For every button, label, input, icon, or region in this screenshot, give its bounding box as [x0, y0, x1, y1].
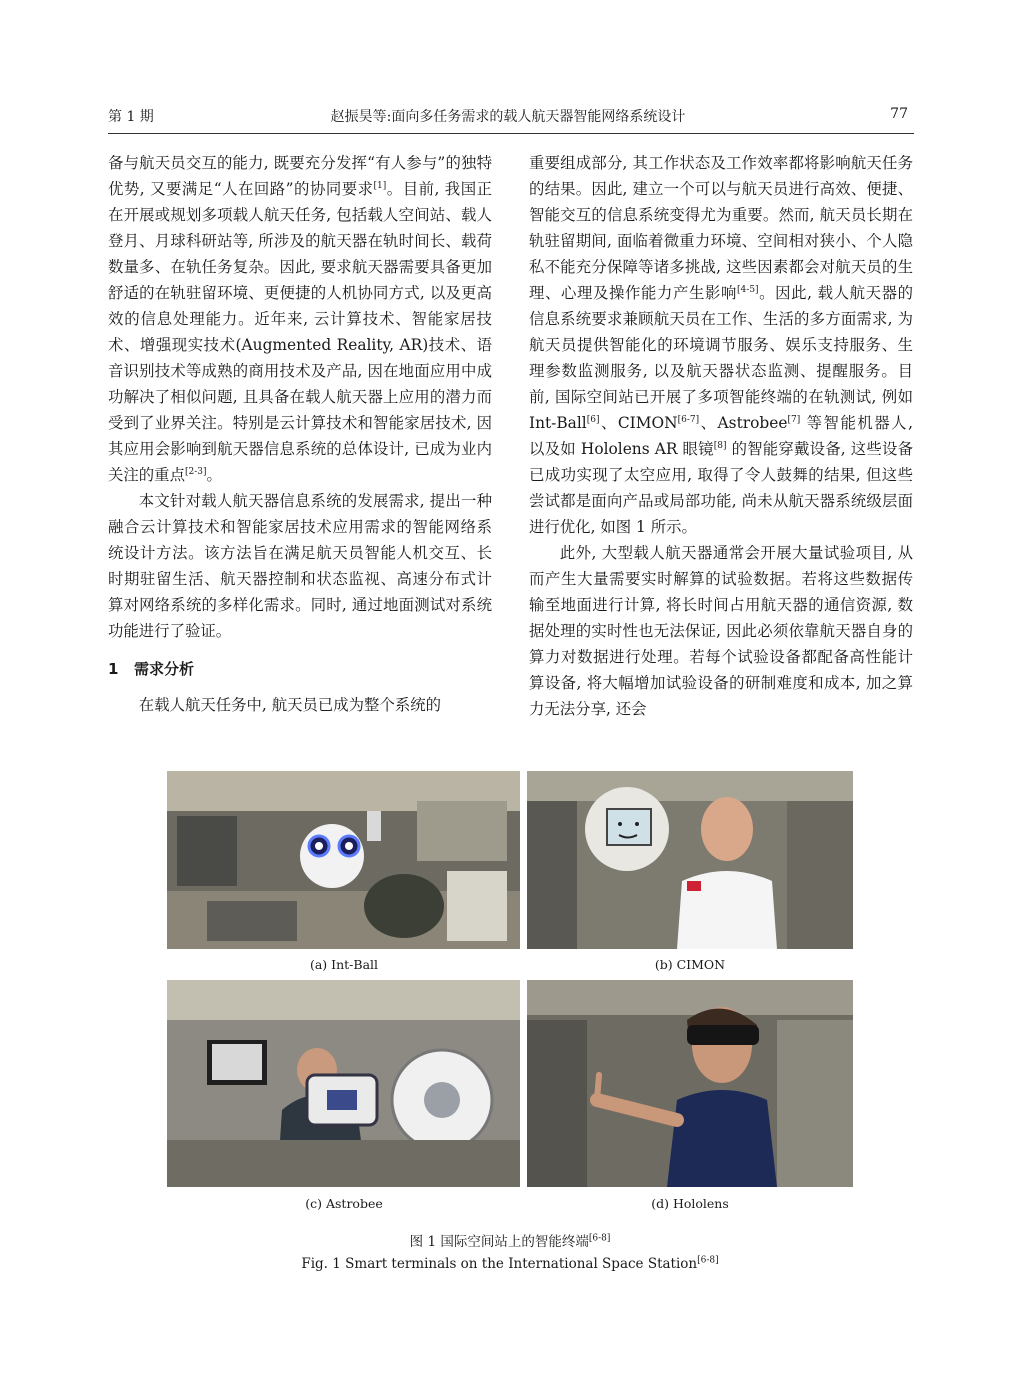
astrobee-image — [167, 980, 520, 1187]
left-paragraph-3: 在载人航天任务中, 航天员已成为整个系统的 — [138, 696, 442, 714]
section-title: 需求分析 — [134, 660, 195, 678]
citation: [2-3] — [184, 466, 207, 477]
left-paragraph-2: 本文针对载人航天器信息系统的发展需求, 提出一种融合云计算技术和智能家居技术应用需求的智能网络系统设计方法。该方法旨在满足航天员智能人机交互、长时期驻留生活、航天器控制和状态监视、高速分布式计算对网络系统的多样化需求。同时, 通过地面测试对系统功能进行了验证。 — [108, 492, 492, 640]
text-span: 图 1 国际空间站上的智能终端 — [409, 1234, 589, 1250]
right-paragraph-1 — [529, 150, 913, 540]
text-span: 重要组成部分, 其工作状态及工作效率都将影响航天任务的结果。因此, 建立一个可以与航天员进行高效、便捷、智能交互的信息系统变得尤为重要。然而, 航天员长期在轨驻留期间, 面临着微重力环境、空间相对狭小、个人隐私不能充分保障等诸多挑战, 这些因素都会对航天员的生理、心理及操作能力产生影响 — [529, 154, 913, 302]
citation: [4-5] — [737, 284, 759, 295]
right-column — [529, 150, 913, 722]
text-span: 、Astrobee — [699, 414, 788, 432]
hololens-image — [527, 980, 853, 1187]
figure-hololens-photo — [527, 980, 853, 1187]
right-paragraph-2: 此外, 大型载人航天器通常会开展大量试验项目, 从而产生大量需要实时解算的试验数据。若将这些数据传输至地面进行计算, 将长时间占用航天器的通信资源, 数据处理的实时性也无法保证, 因此必须依靠航天器自身的算力对数据进行处理。若每个试验设备都配备高性能计算设备, 将大幅增加试验设备的研制难度和成本, 加之算力无法分享, 还会 — [529, 544, 913, 718]
text-span: 的智能穿戴设备, 这些设备已成功实现了太空应用, 取得了令人鼓舞的结果, 但这些尝试都是面向产品或局部功能, 尚未从航天器系统级层面进行优化, 如图 1 所示。 — [529, 440, 913, 536]
figure-astrobee-photo — [167, 980, 520, 1187]
text-span: Fig. 1 Smart terminals on the International Space Station — [301, 1256, 698, 1272]
subcaption-a: (a) Int-Ball — [309, 957, 379, 972]
figure-caption-en — [0, 1256, 1020, 1272]
header-rule — [108, 133, 914, 134]
running-title: 赵振昊等:面向多任务需求的载人航天器智能网络系统设计 — [330, 109, 686, 125]
citation: [6-8] — [697, 1255, 719, 1266]
figure-cimon-photo — [527, 771, 853, 949]
running-head — [108, 106, 908, 130]
subcaption-b: (b) CIMON — [654, 957, 726, 972]
figure-int-ball-photo — [167, 771, 520, 949]
section-number: 1 — [108, 660, 119, 678]
citation: [6] — [586, 414, 600, 425]
text-span: 。因此, 载人航天器的信息系统要求兼顾航天员在工作、生活的多方面需求, 为航天员提供智能化的环境调节服务、娱乐支持服务、生理参数监测服务, 以及航天器状态监测、提醒服务。目前, 国际空间站已开展了多项智能终端的在轨测试, 例如 Int-Ball — [529, 284, 913, 432]
text-span: 等智能机器人, 以及如 Hololens AR 眼镜 — [529, 414, 913, 458]
cimon-image — [527, 771, 853, 949]
section-heading — [108, 656, 492, 682]
int-ball-image — [167, 771, 520, 949]
text-span: 。目前, 我国正在开展或规划多项载人航天任务, 包括载人空间站、载人登月、月球科研站等, 所涉及的航天器在轨时间长、载荷数量多、在轨任务复杂。因此, 要求航天器需要具备更加舒适的在轨驻留环境、更便捷的人机协同方式, 以及更高效的信息处理能力。近年来, 云计算技术、智能家居技术、增强现实技术(Augmented Reality, AR)技术、语音识别技术等成熟的商用技术及产品, 因在地面应用中成功解决了相似问题, 且具备在载人航天器上应用的潜力而受到了业界关注。特别是云计算技术和智能家居技术, 因其应用会影响到航天器信息系统的总体设计, 已成为业内关注的重点 — [108, 180, 492, 484]
page-number: 77 — [890, 106, 908, 122]
text-span: 。 — [206, 466, 222, 484]
citation: [6-8] — [588, 1233, 611, 1244]
subcaption-c: (c) Astrobee — [305, 1196, 383, 1211]
citation: [6-7] — [677, 414, 700, 425]
citation: [7] — [787, 414, 801, 425]
figure-caption-zh — [0, 1230, 1020, 1250]
text-span: 备与航天员交互的能力, 既要充分发挥“有人参与”的独特优势, 又要满足“人在回路”的协同要求 — [108, 154, 492, 198]
left-column — [108, 150, 492, 718]
citation: [1] — [373, 180, 387, 191]
subcaption-d: (d) Hololens — [651, 1196, 729, 1211]
text-span: 、CIMON — [599, 414, 678, 432]
issue-label: 第 1 期 — [108, 109, 154, 125]
left-paragraph-1 — [108, 150, 492, 488]
citation: [8] — [713, 440, 727, 451]
